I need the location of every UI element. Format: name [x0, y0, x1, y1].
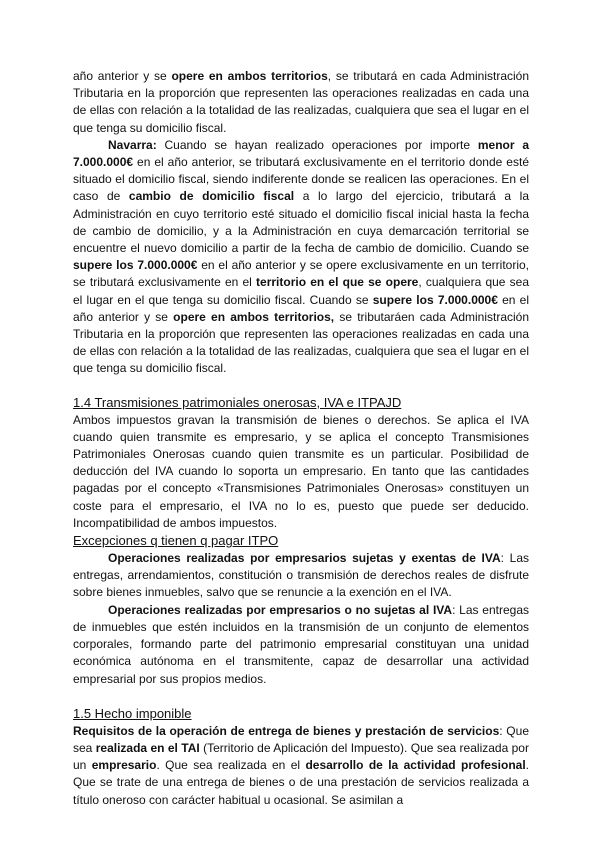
text-run: en el año anterior, se tributará exclusivamente en el territorio donde esté situado el domicilio fiscal, siendo indiferente donde se realicen las operaciones. En el caso de [73, 155, 529, 204]
bold-run: cambio de domicilio fiscal [128, 189, 295, 204]
text-run: , cualquiera que sea el lugar en el que tenga su domicilio fiscal. Cuando se [73, 275, 529, 307]
paragraph-hecho-imponible [73, 723, 529, 809]
excepciones-heading: Excepciones q tienen q pagar ITPO [73, 533, 279, 549]
text-run: , se tributará en cada Administración Tributaria en la proporción que representen las operaciones realizadas en cada una de ellas con relación a la totalidad de las realizadas, cualquiera que sea el lugar en el que tenga su domicilio fiscal. [73, 69, 530, 135]
bold-run: realizada en el TAI [95, 740, 200, 755]
text-run: : Las entregas de inmuebles que estén incluidos en la transmisión de un conjunto de elementos corporales, formando parte del patrimonio empresarial constituyan una unidad económica autónoma en el transmitente, capaz de desarrollar una actividad empresarial por sus propios medios. [73, 602, 529, 686]
bold-run: Operaciones realizadas por empresarios sujetas y exentas de IVA [108, 551, 501, 566]
bold-run: Operaciones realizadas por empresarios o no sujetas al IVA [108, 602, 453, 617]
paragraph-no-sujetas-iva [73, 602, 529, 688]
bold-run: menor a 7.000.000€ [73, 137, 529, 170]
text-run: Cuando se hayan realizado operaciones por importe [156, 137, 478, 152]
bold-run: Requisitos de la operación de entrega de bienes y prestación de servicios [73, 723, 500, 738]
paragraph-navarra [73, 137, 529, 378]
bold-run: desarrollo de la actividad profesional [305, 758, 526, 773]
bold-run: supere los 7.000.000€ [73, 258, 198, 273]
text-run: año anterior y se [73, 69, 172, 83]
text-run: (Territorio de Aplicación del Impuesto). Que sea realizada por un [73, 740, 529, 773]
bold-run: opere en ambos territorios [171, 69, 328, 83]
section-heading-1-4: 1.4 Transmisiones patrimoniales onerosas, IVA e ITPAJD [73, 394, 402, 410]
text-run: se tributaráen cada Administración Tributaria en la proporción que representen las operaciones realizadas en cada una de ellas con relación a la totalidad de las realizadas, cualquiera que sea el lugar en el que tenga su domicilio fiscal. [73, 309, 530, 376]
text-run: a lo largo del ejercicio, tributará a la Administración en cuyo territorio esté situado el domicilio fiscal inicial hasta la fecha de cambio de domicilio, y a la Administración en cuya demarcación territorial se encuentre el nuevo domicilio a partir de la fecha de cambio de domicilio. Cuando se [73, 189, 529, 256]
paragraph-ambos-territorios [73, 68, 529, 137]
text-run: : Las entregas, arrendamientos, constitución o transmisión de derechos reales de disfrute sobre bienes inmuebles, salvo que se renuncie a la exención en el IVA. [73, 551, 530, 600]
bold-run: supere los 7.000.000€ [372, 292, 498, 307]
text-run: en el año anterior y se [73, 292, 529, 324]
bold-run: opere en ambos territorios, [173, 309, 335, 324]
text-run: . Que sea realizada en el [156, 758, 306, 773]
bold-run: territorio en el que se opere [256, 275, 419, 290]
bold-run: empresario [91, 758, 157, 773]
paragraph-transmisiones: Ambos impuestos gravan la transmisión de bienes o derechos. Se aplica el IVA cuando quien transmite es empresario, y se aplica el concepto Transmisiones Patrimoniales Onerosas cuando quien transmite es un particular. Posibilidad de deducción del IVA cuando lo soporta un empresario. En tanto que las cantidades pagadas por el concepto «Transmisiones Patrimoniales Onerosas» constituyen un coste para el empresario, el IVA no lo es, puesto que puede ser deducido. Incompatibilidad de ambos impuestos. [73, 412, 529, 530]
section-heading-1-5: 1.5 Hecho imponible [73, 705, 192, 721]
document-body [73, 68, 529, 809]
text-run: : Que sea [73, 723, 529, 755]
paragraph-exentas-iva [73, 550, 529, 602]
text-run: en el año anterior y se opere exclusivamente en un territorio, se tributará exclusivamente en el [73, 258, 529, 290]
bold-run: Navarra: [108, 137, 157, 152]
text-run: . Que se trate de una entrega de bienes o de una prestación de servicios realizada a título oneroso con carácter habitual u ocasional. Se asimilan a [73, 758, 530, 807]
